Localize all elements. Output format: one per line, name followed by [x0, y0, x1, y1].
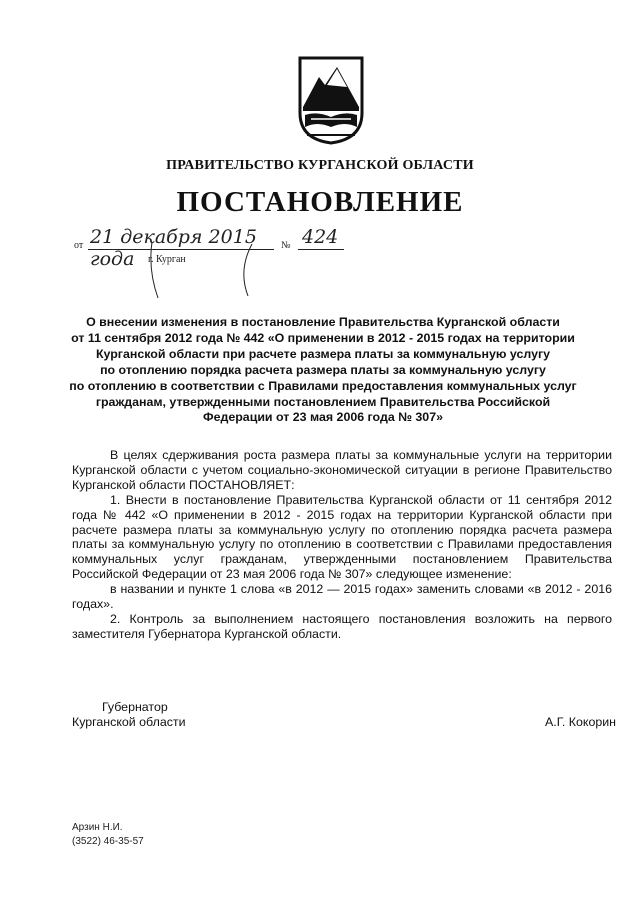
executor-name: Арзин Н.И.	[72, 822, 123, 833]
subject-line: по отоплению в соответствии с Правилами предоставления коммунальных услуг	[69, 378, 577, 393]
government-name: ПРАВИТЕЛЬСТВО КУРГАНСКОЙ ОБЛАСТИ	[166, 158, 474, 173]
signatory-region: Курганской области	[72, 715, 186, 729]
body-paragraph: в названии и пункте 1 слова «в 2012 — 2015 годах» заменить словами «в 2012 - 2016 годах».	[72, 582, 612, 612]
document-subject	[40, 315, 606, 426]
document-body	[72, 448, 612, 642]
signatory-title: Губернатор	[102, 700, 168, 714]
document-type-heading: ПОСТАНОВЛЕНИЕ	[176, 186, 464, 218]
number-prefix: №	[281, 240, 291, 251]
number-handwritten: 424	[302, 226, 339, 248]
signatory-name: А.Г. Кокорин	[544, 715, 616, 729]
date-prefix: от	[74, 240, 84, 251]
number-underline	[298, 249, 344, 250]
subject-line: по отоплению порядка расчета размера платы за коммунальную услугу	[100, 362, 546, 377]
date-handwritten: 21 декабря 2015 года	[90, 226, 257, 270]
subject-line: Курганской области при расчете размера платы за коммунальную услугу	[95, 346, 551, 361]
body-paragraph: В целях сдерживания роста размера платы за коммунальные услуги на территории Курганской области с учетом социально-экономической ситуации в регионе Правительство Курганской области ПОСТАНОВЛЯЕТ:	[72, 448, 612, 492]
subject-line: гражданам, утвержденными постановлением Правительства Российской	[95, 394, 551, 409]
body-paragraph: 2. Контроль за выполнением настоящего постановления возложить на первого заместителя Губернатора Курганской области.	[72, 611, 612, 641]
subject-line: от 11 сентября 2012 года № 442 «О применении в 2012 - 2015 годах на территории	[71, 330, 575, 345]
coat-of-arms-emblem	[297, 55, 365, 145]
body-paragraph: 1. Внести в постановление Правительства Курганской области от 11 сентября 2012 года № 442 «О применении в 2012 - 2015 годах на территории Курганской области при расчете размера платы за коммунальную услугу по отоплению порядка расчета размера платы за коммунальную услугу по отоплению в соответствии с Правилами предоставления коммунальных услуг гражданам, утвержденными постановлением Правительства Российской Федерации от 23 мая 2006 года № 307» следующее изменение:	[72, 492, 612, 582]
handwritten-signature-strokes	[140, 240, 290, 300]
city-label: г. Курган	[148, 254, 186, 265]
executor-phone: (3522) 46-35-57	[72, 836, 144, 847]
subject-line: О внесении изменения в постановление Правительства Курганской области	[86, 315, 560, 329]
subject-line: Федерации от 23 мая 2006 года № 307»	[203, 410, 443, 425]
